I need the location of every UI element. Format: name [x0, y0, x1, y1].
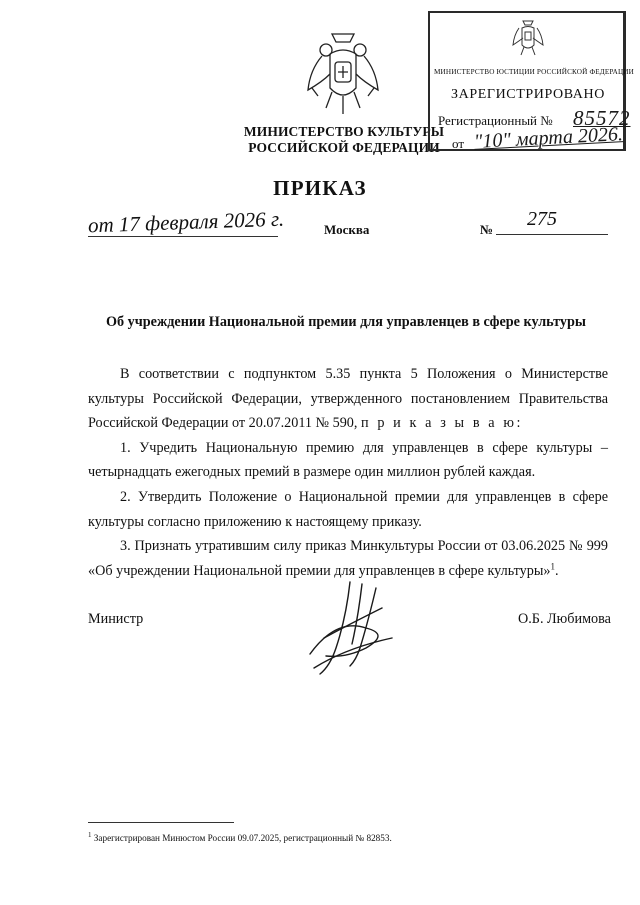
- preamble-paragraph: [88, 362, 608, 436]
- registration-stamp: [428, 11, 634, 153]
- footnote-text: Зарегистрирован Минюстом России 09.07.2025, регистрационный № 82853.: [93, 833, 392, 843]
- order-body: [88, 362, 608, 583]
- russian-coat-of-arms-icon: [302, 30, 384, 120]
- item-3: [88, 534, 608, 583]
- stamp-reg-number: 85572: [573, 106, 631, 130]
- stamp-date: "10" марта 2026.: [473, 123, 624, 153]
- item-3-text: 3. Признать утратившим силу приказ Минкультуры России от 03.06.2025 № 999 «Об учреждении Национальной премии для управленцев в сфере культуры»: [88, 538, 608, 579]
- date-underline: [88, 236, 278, 237]
- item-3-end: .: [554, 562, 559, 579]
- handwritten-signature: [306, 578, 396, 678]
- order-subject: Об учреждении Национальной премии для управленцев в сфере культуры: [106, 314, 586, 330]
- order-word: п р и к а з ы в а ю:: [361, 415, 524, 432]
- document-title: ПРИКАЗ: [273, 176, 367, 200]
- stamp-organization: МИНИСТЕРСТВО ЮСТИЦИИ РОССИЙСКОЙ ФЕДЕРАЦИИ: [434, 68, 634, 76]
- ministry-line1: МИНИСТЕРСТВО КУЛЬТУРЫ: [243, 124, 445, 139]
- order-number-label: №: [480, 222, 494, 237]
- preamble-text: В соответствии с подпунктом 5.35 пункта 5 Положения о Министерстве культуры Российской Федерации, утвержденного постановлением Правительства Российской Федерации от 20.07.2011 № 590,: [88, 366, 608, 432]
- stamp-registered: ЗАРЕГИСТРИРОВАНО: [451, 87, 605, 102]
- item-2: 2. Утвердить Положение о Национальной премии для управленцев в сфере культуры согласно приложению к настоящему приказу.: [88, 488, 608, 530]
- stamp-emblem-icon: [510, 19, 546, 59]
- footnote-separator: [88, 822, 234, 823]
- stamp-reg-number-label: Регистрационный №: [438, 113, 553, 128]
- ministry-name: [230, 124, 458, 156]
- signer-name: О.Б. Любимова: [518, 611, 611, 627]
- footnote-ref: 1: [550, 561, 555, 572]
- order-date: от 17 февраля 2026 г.: [87, 206, 285, 238]
- item-1: 1. Учредить Национальную премию для управленцев в сфере культуры – четырнадцать ежегодных премий в размере один миллион рублей каждая.: [88, 439, 608, 481]
- order-number: 275: [527, 208, 557, 230]
- order-place: Москва: [324, 222, 370, 237]
- footnote-mark: 1: [88, 830, 92, 839]
- footnote: [88, 830, 392, 843]
- ministry-line2: РОССИЙСКОЙ ФЕДЕРАЦИИ: [248, 140, 440, 155]
- signer-position: Министр: [88, 611, 144, 627]
- number-underline: [496, 234, 608, 235]
- stamp-date-label: от: [452, 136, 465, 151]
